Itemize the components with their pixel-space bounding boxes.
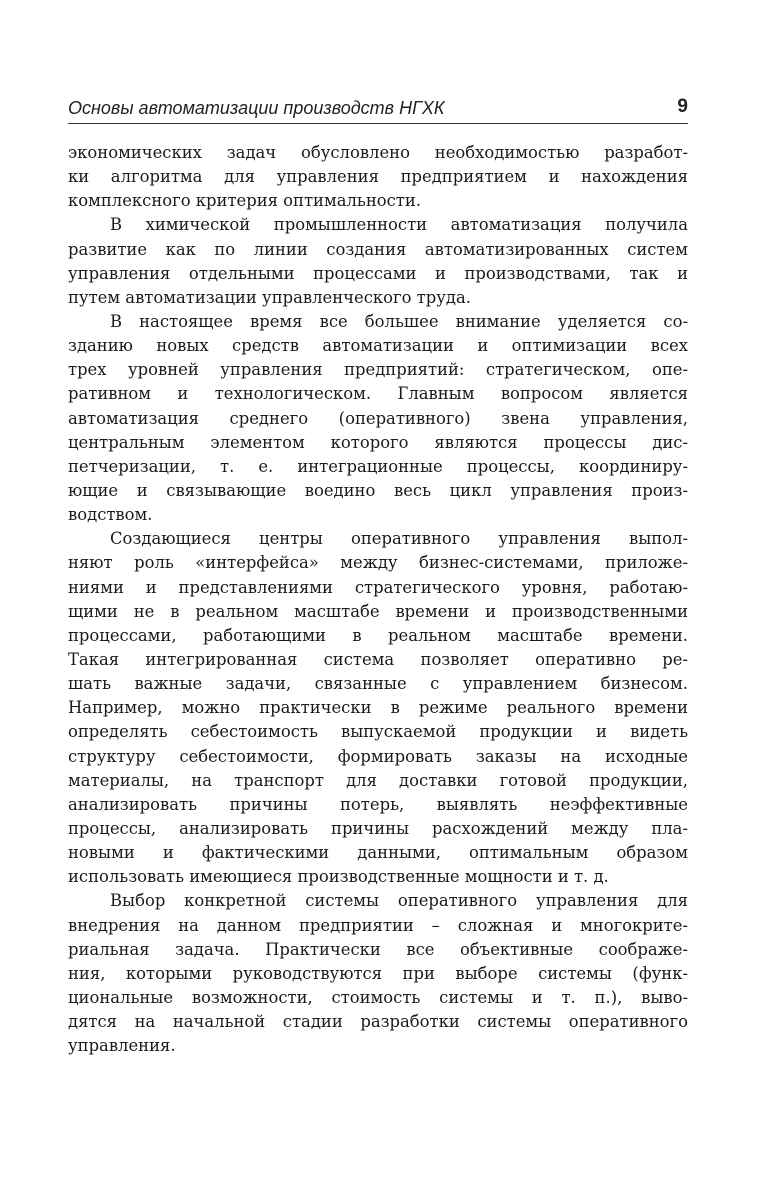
- text-line: комплексного критерия оптимальности.: [68, 191, 421, 211]
- text-line: ки алгоритма для управления предприятием и нахождения: [68, 167, 688, 187]
- text-line: зданию новых средств автоматизации и оптимизации всех: [68, 336, 688, 356]
- paragraph: [68, 527, 688, 889]
- text-line: шать важные задачи, связанные с управлением бизнесом.: [68, 674, 688, 694]
- text-line: центральным элементом которого являются процессы дис-: [68, 432, 688, 452]
- text-line: процессами, работающими в реальном масштабе времени.: [68, 625, 688, 645]
- header-divider: [68, 123, 688, 124]
- text-line: щими не в реальном масштабе времени и производственными: [68, 601, 688, 621]
- paragraph: [68, 213, 688, 310]
- text-line: ниями и представлениями стратегического уровня, работаю-: [68, 577, 688, 597]
- paragraph: [68, 310, 688, 527]
- text-line: водством.: [68, 505, 153, 525]
- text-line: циональные возможности, стоимость системы и т. п.), выво-: [68, 987, 688, 1007]
- text-line: Выбор конкретной системы оперативного управления для: [110, 891, 688, 911]
- paragraph: [68, 141, 688, 213]
- text-line: процессы, анализировать причины расхождений между пла-: [68, 818, 688, 838]
- text-line: управления отдельными процессами и производствами, так и: [68, 263, 688, 283]
- page-number: 9: [677, 96, 688, 117]
- text-line: экономических задач обусловлено необходимостью разработ-: [68, 143, 688, 162]
- text-line: Например, можно практически в режиме реального времени: [68, 698, 688, 718]
- text-line: анализировать причины потерь, выявлять неэффективные: [68, 794, 688, 814]
- text-line: трех уровней управления предприятий: стратегическом, опе-: [68, 360, 688, 380]
- text-line: материалы, на транспорт для доставки готовой продукции,: [68, 770, 688, 790]
- body-text: [68, 141, 688, 1058]
- text-line: определять себестоимость выпускаемой продукции и видеть: [68, 722, 688, 742]
- running-header: [68, 94, 688, 120]
- text-line: внедрения на данном предприятии – сложная и многокрите-: [68, 915, 688, 935]
- running-header-title: Основы автоматизации производств НГХК: [68, 98, 445, 118]
- text-line: развитие как по линии создания автоматизированных систем: [68, 239, 688, 259]
- text-line: ративном и технологическом. Главным вопросом является: [68, 384, 688, 404]
- text-line: путем автоматизации управленческого труда.: [68, 287, 471, 307]
- text-line: ния, которыми руководствуются при выборе системы (функ-: [68, 963, 688, 983]
- text-line: использовать имеющиеся производственные мощности и т. д.: [68, 867, 609, 887]
- text-line: ющие и связывающие воедино весь цикл управления произ-: [68, 480, 688, 500]
- text-line: Создающиеся центры оперативного управления выпол-: [110, 529, 688, 549]
- text-line: автоматизация среднего (оперативного) звена управления,: [68, 408, 688, 428]
- text-line: риальная задача. Практически все объективные соображе-: [68, 939, 688, 959]
- text-line: Такая интегрированная система позволяет оперативно ре-: [68, 649, 688, 669]
- text-line: няют роль «интерфейса» между бизнес-системами, приложе-: [68, 553, 688, 573]
- text-line: управления.: [68, 1036, 176, 1056]
- text-line: структуру себестоимости, формировать заказы на исходные: [68, 746, 688, 766]
- text-line: В химической промышленности автоматизация получила: [110, 215, 688, 235]
- text-line: новыми и фактическими данными, оптимальным образом: [68, 843, 688, 863]
- text-line: петчеризации, т. е. интеграционные процессы, координиру-: [68, 456, 688, 476]
- text-line: В настоящее время все большее внимание уделяется со-: [110, 311, 688, 331]
- paragraph: [68, 889, 688, 1058]
- text-line: дятся на начальной стадии разработки системы оперативного: [68, 1012, 688, 1032]
